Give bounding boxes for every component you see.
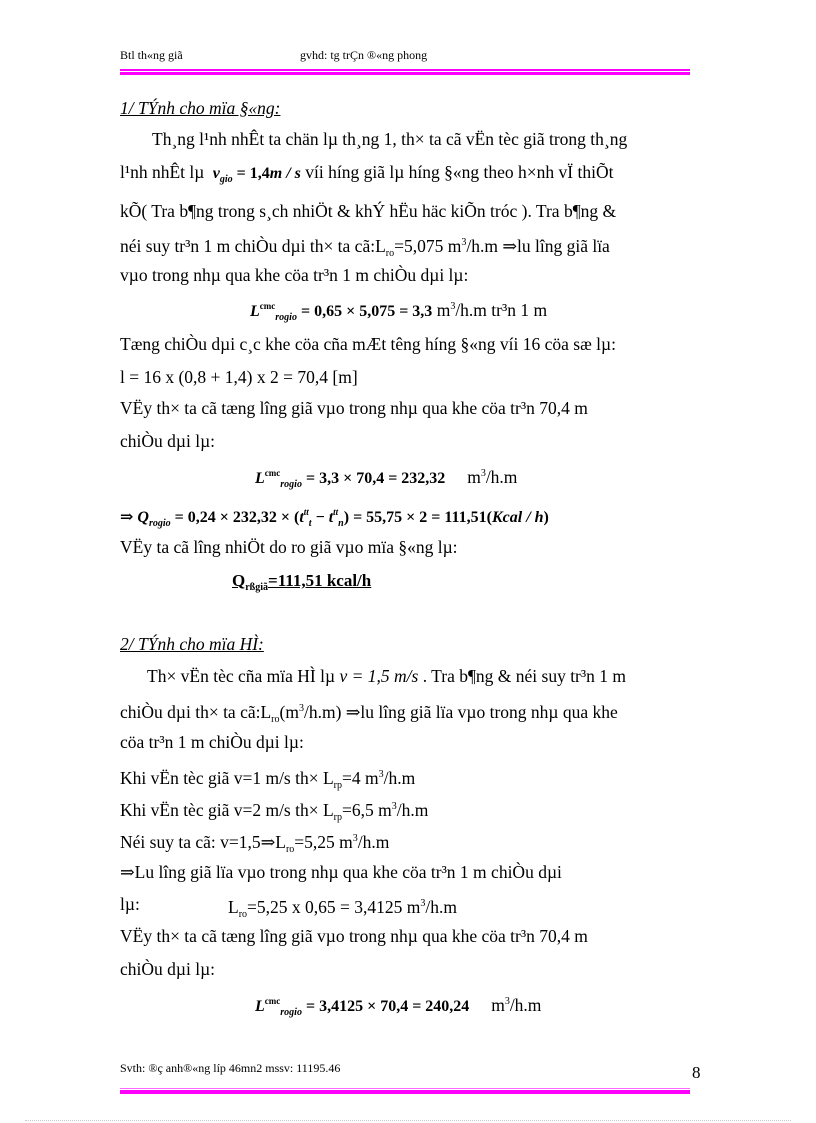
s1-p1-line1: Th¸ng l¹nh nhÊt ta chän lµ th¸ng 1, th× ta cã vËn tèc giã trong th¸ng [152, 129, 628, 149]
s1-p2-line3: VËy th× ta cã tæng lîng giã vµo trong nhµ qua khe cöa tr³n 70,4 m [120, 398, 588, 418]
header-right: gvhd: tg trÇn ®«ng phong [300, 48, 428, 62]
s2-khi-2: Khi vËn tèc giã v=2 m/s $th\times L_{rp}=6,5$ $m^3/h.m$ [120, 800, 429, 823]
section1-heading: 1/ TÝnh cho mïa §«ng: [120, 98, 281, 118]
s2-p2-line2: chiÒu dµi lµ: [120, 959, 216, 979]
s2-airflow-value: $L_{ro}=5,25$ x 0,65 = 3,4125 $m^3/h.m$ [228, 897, 458, 920]
formula-2: $L^{cmc}_{rogio} = 3,3 \times 70,4 = 232,32$ $m^3/h.m$ [255, 467, 518, 490]
s2-khi-1: Khi vËn tèc giã v=1 m/s $th\times L_{rp}=4$ $m^3/h.m$ [120, 768, 416, 791]
s2-noi-suy: Néi suy ta cã: $v=1,5\Rightarrow L_{ro}=5,25$ $m^3/h.m$ [120, 832, 390, 855]
s2-airflow-line: ⇒Lu lîng giã lïa vµo trong nhµ qua khe cöa tr³n 1 m chiÒu dµi [120, 862, 562, 882]
s2-p2-line1: VËy th× ta cã tæng lîng giã vµo trong nhµ qua khe cöa tr³n 70,4 m [120, 926, 588, 946]
formula-1: $L^{cmc}_{rogio} = 0,65 \times 5,075 = 3,3$ $m^3/h.m$ tr³n 1 m [250, 300, 548, 323]
s1-p3-line1: VËy ta cã lîng nhiÖt do ro giã vµo mïa §«ng lµ: [120, 537, 458, 557]
section2-heading: 2/ TÝnh cho mïa HÌ: [120, 634, 264, 654]
header-left: Btl th«ng giã [120, 48, 183, 62]
s1-p1-line5: vµo trong nhµ qua khe cöa tr³n 1 m chiÒu dµi lµ: [120, 265, 469, 285]
winter-result: $Q_{rßgiã}=111,51$ kcal/h [232, 571, 372, 593]
header-rule [120, 69, 690, 75]
page-boundary-dotted-line [25, 1120, 791, 1121]
footer-left: Svth: ®ç anh®«ng líp 46mn2 mssv: 11195.46 [120, 1061, 341, 1075]
s2-airflow-label: lµ: [120, 894, 140, 914]
s2-p1-line3: cöa tr³n 1 m chiÒu dµi lµ: [120, 732, 304, 752]
s2-p1-line2: chiÒu dµi th× ta $cã:L_{ro}(m^3/h.m)$ ⇒lu lîng giã lïa vµo trong nhµ qua khe [120, 702, 618, 725]
s1-p2-line2: l = 16 x (0,8 + 1,4) x 2 = 70,4 [m] [120, 367, 358, 387]
s1-p1-line2: l¹nh nhÊt lµ $v_{gio} = 1,4m / s$ víi híng giã lµ híng §«ng theo h×nh vÏ thiÕt [120, 162, 614, 185]
s2-p1-line1: Th× vËn tèc cña mïa HÌ lµ v = 1,5 m/s . Tra b¶ng & néi suy tr³n 1 m [147, 666, 626, 686]
page-number: 8 [692, 1063, 701, 1082]
velocity-formula: $v_{gio} = 1,4m / s$ [212, 165, 301, 185]
formula-4: $L^{cmc}_{rogio} = 3,4125 \times 70,4 = 240,24$ $m^3/h.m$ [255, 995, 542, 1018]
formula-3: ⇒ $Q_{rogio} = 0,24 \times 232,32 \times (t^{tt}_t - t^{tt}_n) = 55,75 \times 2$ = 111,51(Kcal / h) [120, 507, 549, 529]
s1-p1-line4: néi suy tr³n 1 m chiÒu dµi th× ta $cã:L_{ro}=5,075$ $m^3/h.m$ ⇒lu lîng giã lïa [120, 236, 610, 259]
s1-p2-line1: Tæng chiÒu dµi c¸c khe cöa cña mÆt têng híng §«ng víi 16 cöa sæ lµ: [120, 334, 616, 354]
s1-p2-line4: chiÒu dµi lµ: [120, 431, 216, 451]
footer-rule [120, 1088, 690, 1094]
s1-p1-line3: kÕ( Tra b¶ng trong s¸ch nhiÖt & khÝ hËu häc kiÕn tróc ). Tra b¶ng & [120, 201, 617, 221]
